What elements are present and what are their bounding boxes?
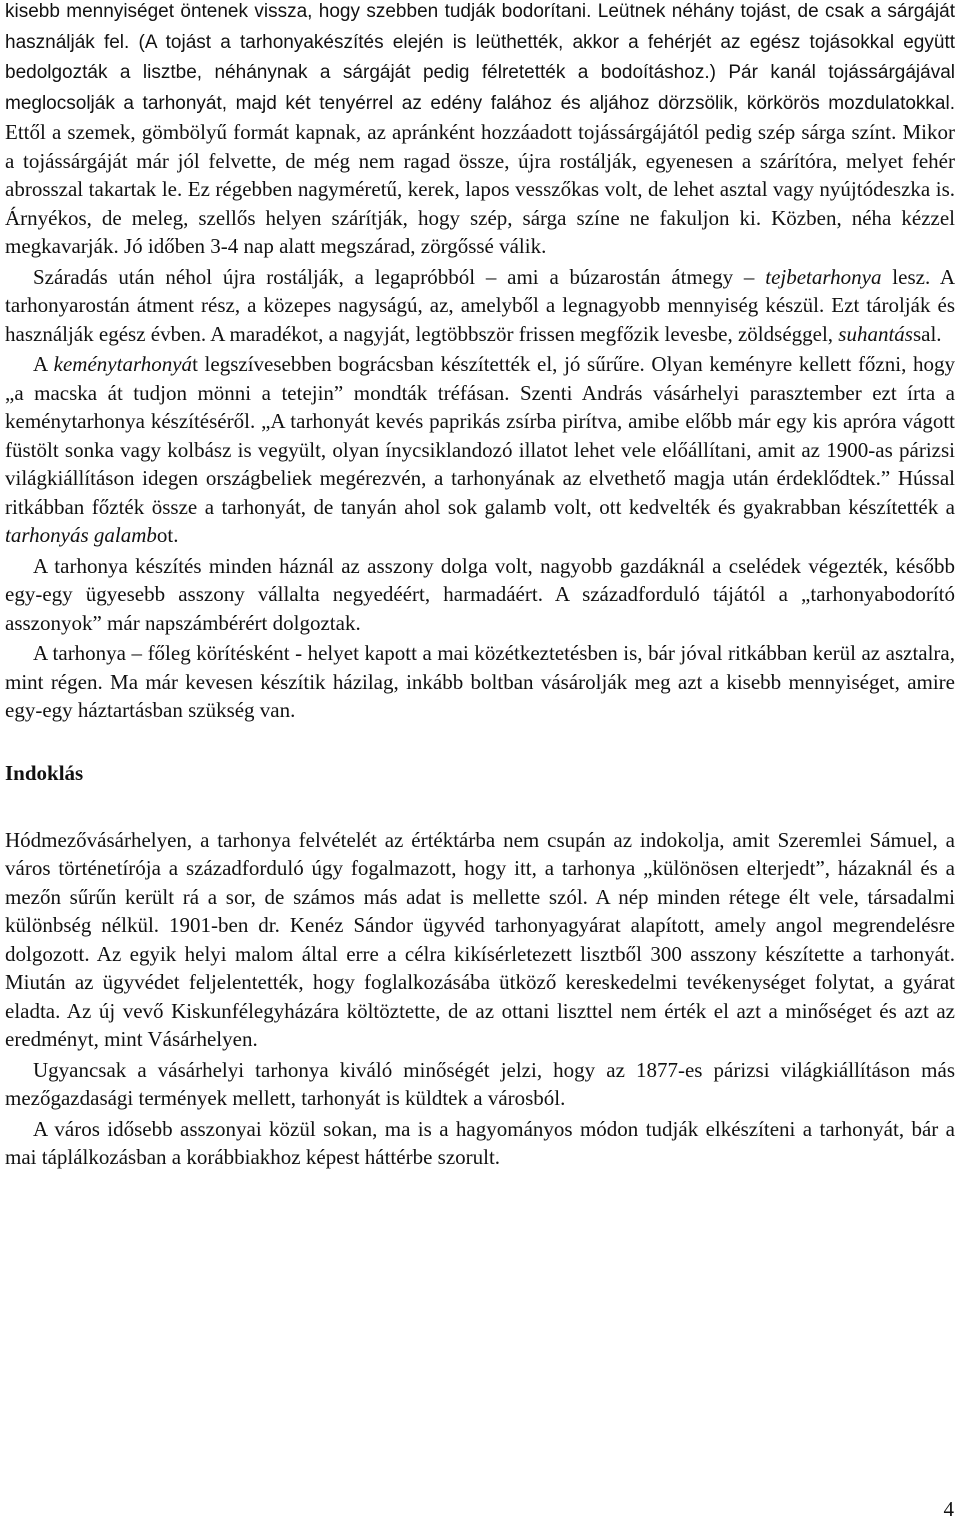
text-run: lesz. A tarhonyarostán átment rész, a közepes nagyságú, az, amelyből a legnagyobb mennyiség készül. Ezt tárolják és használják egész évben. A maradékot, a nagyját, legtöbbször frissen megfőzik levesbe, zöldséggel, bbox=[5, 264, 956, 346]
paragraph-drying-serif-part: Ettől a szemek, gömbölyű formát kapnak, az apránként hozzáadott tojássárgájától pedig szép sárga színt. Mikor a tojássárgáját már jól felvette, de még nem ragad össze, újra rostálják, egyenesen a szárítóra, melyet fehér abrosszal takartak le. Ez régebben nagyméretű, kerek, lapos vesszőkas volt, de lehet asztal vagy nyújtódeszka is. Árnyékos, de meleg, szellős helyen szárítják, hogy szép, sárga színe ne fakuljon ki. Közben, néha kézzel megkavarják. Jó időben 3-4 nap alatt megszárad, zörgőssé válik. bbox=[5, 120, 955, 258]
paragraph-paris-expo: Ugyancsak a vásárhelyi tarhonya kiváló minőségét jelzi, hogy az 1877-es párizsi világkiállításon más mezőgazdasági termények mellett, tarhonyát is küldtek a városból. bbox=[5, 1057, 955, 1110]
paragraph-drying-sans-part: kisebb mennyiséget öntenek vissza, hogy szebben tudják bodorítani. Leütnek néhány tojást, de csak a sárgáját használják fel. (A tojást a tarhonyakészítés elején is leüthették, akkor a fehérjét az egész tojásokkal együtt bedolgozták a lisztbe, néhánynak a sárgáját pedig félretették a bodoításhoz.) Pár kanál tojássárgájával meglocsolják a tarhonyát, majd két tenyérrel az edény falához és aljához dörzsölik, körkörös mozdulatokkal. bbox=[5, 1, 955, 114]
paragraph-today: A tarhonya – főleg körítésként - helyet kapott a mai közétkeztetésben is, bár jóval ritkábban kerül az asztalra, mint régen. Ma már kevesen készítik házilag, inkább boltban vásárolják meg azt a kisebb mennyiséget, amire egy-egy háztartásban szükség van. bbox=[5, 641, 955, 722]
paragraph-drying bbox=[5, 0, 955, 261]
section-heading: Indoklás bbox=[5, 760, 84, 785]
paragraph-kemenytarhonya bbox=[5, 350, 955, 550]
text-run: sal. bbox=[912, 321, 942, 346]
italic-term: keménytarhonyá bbox=[53, 352, 193, 376]
italic-term: suhantás bbox=[838, 321, 913, 346]
italic-term: tarhonyás galamb bbox=[5, 523, 157, 547]
paragraph-women-work: A tarhonya készítés minden háznál az asszony dolga volt, nagyobb gazdáknál a cselédek végezték, később egy-egy ügyesebb asszony vállalta negyedéért, harmadáért. A századforduló tájától a „tarhonyabodorító asszonyok” már napszámbérért dolgoztak. bbox=[5, 553, 955, 635]
italic-term: tejbetarhonya bbox=[765, 264, 882, 289]
page-number: 4 bbox=[943, 1497, 954, 1521]
paragraph-sieving bbox=[5, 263, 955, 349]
document-page bbox=[5, 0, 955, 1172]
text-run: A bbox=[33, 352, 54, 376]
text-run: t legszívesebben bográcsban készítették el, jó sűrűre. Olyan keményre kellett főzni, hogy „a macska át tudjon mönni a tetejin” mondták tréfásan. Szenti András vásárhelyi parasztember ezt írta a keménytarhonya készítéséről. „A tarhonyát kevés paprikás zsírba pirítva, amibe előbb már egy kis apróra vágott füstölt sonka vagy kolbász is vegyült, olyan ínycsiklandozó illatot lehet vele előállítani, amit az 1900-as párizsi világkiállításon idegen országbeliek megérezvén, a tarhonyának az elvethető magja után érdeklődtek.” Hússal ritkábban főzték össze a tarhonyát, de tanyán ahol sok galamb volt, ott kedvelték és gyakrabban készítették a bbox=[5, 352, 955, 519]
text-run: Száradás után néhol újra rostálják, a legapróbból – ami a búzarostán átmegy – bbox=[33, 264, 766, 289]
text-run: ot. bbox=[156, 523, 179, 547]
paragraph-justification: Hódmezővásárhelyen, a tarhonya felvételét az értéktárba nem csupán az indokolja, amit Szeremlei Sámuel, a város történetírója a századforduló úgy fogalmazott, hogy itt, a tarhonya „különösen elterjedt”, házaknál és a mezőn sűrűn került rá a sor, de számos más adat is mellette szól. A nép minden rétege élt vele, társadalmi különbség nélkül. 1901-ben dr. Kenéz Sándor ügyvéd tarhonyagyárat alapított, amely angol megrendelésre dolgozott. Az egyik helyi malom által erre a célra kikísérletezett lisztből 300 asszony készítette a tarhonyát. Miután az ügyvédet feljelentették, hogy foglalkozásába ütköző kereskedelmi tevékenységet folytat, a gyárat eladta. Az új vevő Kiskunfélegyházára költöztette, de az ottani liszttel nem érték el azt a minőséget és azt az eredményt, mint Vásárhelyen. bbox=[5, 827, 955, 1051]
paragraph-elder-women: A város idősebb asszonyai közül sokan, ma is a hagyományos módon tudják elkészíteni a tarhonyát, bár a mai táplálkozásban a korábbiakhoz képest háttérbe szorult. bbox=[5, 1116, 955, 1169]
